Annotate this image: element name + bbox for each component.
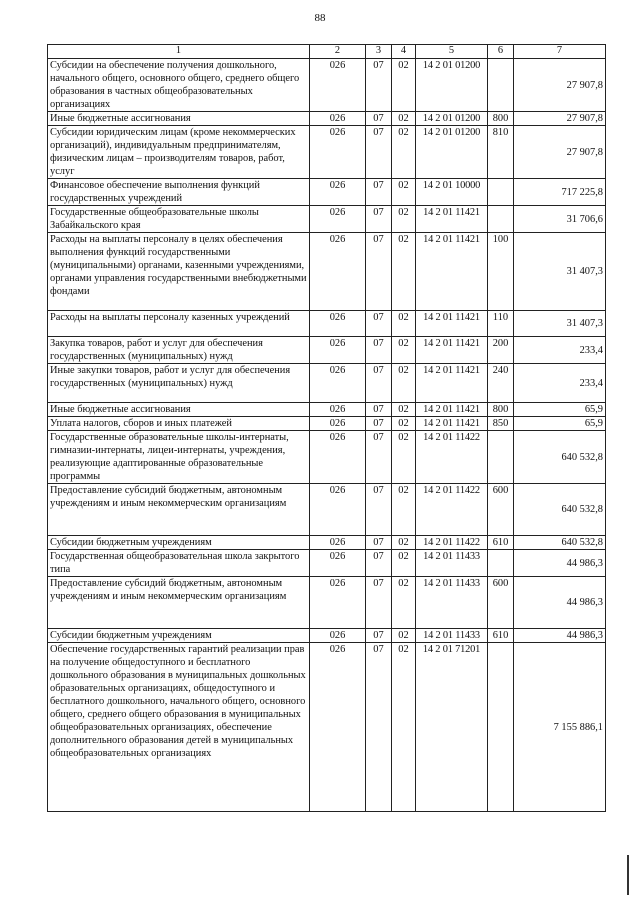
row-section-code: 07 xyxy=(366,311,392,337)
row-section-code: 07 xyxy=(366,536,392,550)
row-subsection-code: 02 xyxy=(392,206,416,233)
row-amount: 717 225,8 xyxy=(514,179,606,206)
row-ministry-code: 026 xyxy=(310,577,366,629)
row-name: Предоставление субсидий бюджетным, автономным учреждениям и иным некоммерческим организациям xyxy=(48,484,310,536)
row-subsection-code: 02 xyxy=(392,403,416,417)
row-expense-type: 200 xyxy=(488,337,514,364)
row-amount: 31 706,6 xyxy=(514,206,606,233)
row-section-code: 07 xyxy=(366,403,392,417)
row-subsection-code: 02 xyxy=(392,484,416,536)
row-name: Финансовое обеспечение выполнения функций государственных учреждений xyxy=(48,179,310,206)
table-row xyxy=(48,577,606,629)
table-row xyxy=(48,364,606,403)
row-name: Предоставление субсидий бюджетным, автономным учреждениям и иным некоммерческим организациям xyxy=(48,577,310,629)
table-row xyxy=(48,629,606,643)
row-subsection-code: 02 xyxy=(392,536,416,550)
row-ministry-code: 026 xyxy=(310,550,366,577)
row-section-code: 07 xyxy=(366,417,392,431)
row-target-code: 14 2 01 11433 xyxy=(416,577,488,629)
row-amount: 233,4 xyxy=(514,337,606,364)
table-row xyxy=(48,112,606,126)
row-amount: 44 986,3 xyxy=(514,577,606,629)
row-expense-type xyxy=(488,59,514,112)
scan-edge-mark xyxy=(627,855,629,895)
row-ministry-code: 026 xyxy=(310,417,366,431)
row-ministry-code: 026 xyxy=(310,311,366,337)
row-name: Расходы на выплаты персоналу в целях обеспечения выполнения функций государственными (муниципальными) органами, казенными учреждениями, органами управления государственными внебюджетными фондами xyxy=(48,233,310,311)
row-ministry-code: 026 xyxy=(310,337,366,364)
row-target-code: 14 2 01 11433 xyxy=(416,629,488,643)
row-expense-type: 610 xyxy=(488,536,514,550)
header-cell: 5 xyxy=(416,45,488,59)
row-target-code: 14 2 01 11422 xyxy=(416,536,488,550)
row-name: Иные бюджетные ассигнования xyxy=(48,403,310,417)
row-name: Государственная общеобразовательная школа закрытого типа xyxy=(48,550,310,577)
row-expense-type: 600 xyxy=(488,577,514,629)
row-name: Обеспечение государственных гарантий реализации прав на получение общедоступного и бесплатного дошкольного образования в муниципальных дошкольных образовательных организациях, общедоступного и бесплатного дошкольного, начального общего, основного общего, среднего общего образования в муниципальных общеобразовательных организациях, обеспечение дополнительного образования детей в муниципальных общеобразовательных организациях xyxy=(48,643,310,812)
row-expense-type: 810 xyxy=(488,126,514,179)
row-ministry-code: 026 xyxy=(310,179,366,206)
row-name: Субсидии юридическим лицам (кроме некоммерческих организаций), индивидуальным предпринимателям, физическим лицам – производителям товаров, работ, услуг xyxy=(48,126,310,179)
header-cell: 6 xyxy=(488,45,514,59)
row-target-code: 14 2 01 10000 xyxy=(416,179,488,206)
row-amount: 31 407,3 xyxy=(514,233,606,311)
row-subsection-code: 02 xyxy=(392,577,416,629)
row-section-code: 07 xyxy=(366,206,392,233)
row-ministry-code: 026 xyxy=(310,206,366,233)
header-cell: 1 xyxy=(48,45,310,59)
row-expense-type: 600 xyxy=(488,484,514,536)
row-ministry-code: 026 xyxy=(310,112,366,126)
row-target-code: 14 2 01 01200 xyxy=(416,126,488,179)
row-expense-type xyxy=(488,431,514,484)
page-number: 88 xyxy=(314,12,326,24)
row-section-code: 07 xyxy=(366,431,392,484)
row-amount: 65,9 xyxy=(514,403,606,417)
row-expense-type xyxy=(488,550,514,577)
row-name: Закупка товаров, работ и услуг для обеспечения государственных (муниципальных) нужд xyxy=(48,337,310,364)
row-subsection-code: 02 xyxy=(392,179,416,206)
row-amount: 27 907,8 xyxy=(514,59,606,112)
row-expense-type xyxy=(488,179,514,206)
row-amount: 7 155 886,1 xyxy=(514,643,606,812)
row-ministry-code: 026 xyxy=(310,126,366,179)
row-name: Субсидии на обеспечение получения дошкольного, начального общего, основного общего, среднего общего образования в частных общеобразовательных организациях xyxy=(48,59,310,112)
row-expense-type xyxy=(488,643,514,812)
row-ministry-code: 026 xyxy=(310,643,366,812)
table-row xyxy=(48,206,606,233)
row-section-code: 07 xyxy=(366,484,392,536)
header-cell: 2 xyxy=(310,45,366,59)
row-expense-type: 110 xyxy=(488,311,514,337)
row-target-code: 14 2 01 01200 xyxy=(416,59,488,112)
row-section-code: 07 xyxy=(366,179,392,206)
table-row xyxy=(48,484,606,536)
row-expense-type xyxy=(488,206,514,233)
budget-table xyxy=(47,44,606,812)
row-target-code: 14 2 01 01200 xyxy=(416,112,488,126)
row-target-code: 14 2 01 11422 xyxy=(416,431,488,484)
row-expense-type: 610 xyxy=(488,629,514,643)
row-section-code: 07 xyxy=(366,233,392,311)
row-amount: 640 532,8 xyxy=(514,484,606,536)
row-name: Субсидии бюджетным учреждениям xyxy=(48,629,310,643)
table-row xyxy=(48,417,606,431)
table-row xyxy=(48,431,606,484)
table-row xyxy=(48,643,606,812)
row-name: Государственные образовательные школы-интернаты, гимназии-интернаты, лицеи-интернаты, учреждения, реализующие адаптированные образовательные программы xyxy=(48,431,310,484)
row-ministry-code: 026 xyxy=(310,403,366,417)
row-section-code: 07 xyxy=(366,643,392,812)
row-section-code: 07 xyxy=(366,59,392,112)
row-target-code: 14 2 01 11421 xyxy=(416,206,488,233)
row-name: Субсидии бюджетным учреждениям xyxy=(48,536,310,550)
row-amount: 233,4 xyxy=(514,364,606,403)
row-target-code: 14 2 01 11421 xyxy=(416,403,488,417)
row-ministry-code: 026 xyxy=(310,536,366,550)
header-row xyxy=(48,45,606,59)
row-subsection-code: 02 xyxy=(392,643,416,812)
table-row xyxy=(48,403,606,417)
row-subsection-code: 02 xyxy=(392,550,416,577)
row-target-code: 14 2 01 11421 xyxy=(416,233,488,311)
row-subsection-code: 02 xyxy=(392,364,416,403)
row-amount: 27 907,8 xyxy=(514,112,606,126)
row-section-code: 07 xyxy=(366,126,392,179)
row-name: Расходы на выплаты персоналу казенных учреждений xyxy=(48,311,310,337)
row-section-code: 07 xyxy=(366,550,392,577)
row-section-code: 07 xyxy=(366,112,392,126)
row-subsection-code: 02 xyxy=(392,126,416,179)
table-row xyxy=(48,59,606,112)
row-expense-type: 800 xyxy=(488,403,514,417)
row-section-code: 07 xyxy=(366,577,392,629)
row-expense-type: 850 xyxy=(488,417,514,431)
row-target-code: 14 2 01 11421 xyxy=(416,311,488,337)
row-amount: 640 532,8 xyxy=(514,431,606,484)
row-ministry-code: 026 xyxy=(310,233,366,311)
table-row xyxy=(48,337,606,364)
row-amount: 31 407,3 xyxy=(514,311,606,337)
row-ministry-code: 026 xyxy=(310,629,366,643)
row-name: Государственные общеобразовательные школы Забайкальского края xyxy=(48,206,310,233)
row-target-code: 14 2 01 71201 xyxy=(416,643,488,812)
table-row xyxy=(48,536,606,550)
row-section-code: 07 xyxy=(366,364,392,403)
table-row xyxy=(48,311,606,337)
table-row xyxy=(48,126,606,179)
row-expense-type: 100 xyxy=(488,233,514,311)
row-amount: 640 532,8 xyxy=(514,536,606,550)
row-subsection-code: 02 xyxy=(392,417,416,431)
row-subsection-code: 02 xyxy=(392,431,416,484)
row-amount: 27 907,8 xyxy=(514,126,606,179)
row-target-code: 14 2 01 11421 xyxy=(416,417,488,431)
row-ministry-code: 026 xyxy=(310,484,366,536)
row-target-code: 14 2 01 11422 xyxy=(416,484,488,536)
table-row xyxy=(48,179,606,206)
row-name: Уплата налогов, сборов и иных платежей xyxy=(48,417,310,431)
row-subsection-code: 02 xyxy=(392,337,416,364)
row-ministry-code: 026 xyxy=(310,364,366,403)
row-subsection-code: 02 xyxy=(392,59,416,112)
row-target-code: 14 2 01 11421 xyxy=(416,364,488,403)
row-target-code: 14 2 01 11421 xyxy=(416,337,488,364)
row-amount: 65,9 xyxy=(514,417,606,431)
row-amount: 44 986,3 xyxy=(514,629,606,643)
row-subsection-code: 02 xyxy=(392,233,416,311)
row-subsection-code: 02 xyxy=(392,311,416,337)
row-name: Иные закупки товаров, работ и услуг для обеспечения государственных (муниципальных) нужд xyxy=(48,364,310,403)
row-subsection-code: 02 xyxy=(392,112,416,126)
row-section-code: 07 xyxy=(366,337,392,364)
row-subsection-code: 02 xyxy=(392,629,416,643)
row-ministry-code: 026 xyxy=(310,59,366,112)
header-cell: 3 xyxy=(366,45,392,59)
header-cell: 4 xyxy=(392,45,416,59)
row-name: Иные бюджетные ассигнования xyxy=(48,112,310,126)
table-row xyxy=(48,233,606,311)
row-expense-type: 800 xyxy=(488,112,514,126)
row-target-code: 14 2 01 11433 xyxy=(416,550,488,577)
row-amount: 44 986,3 xyxy=(514,550,606,577)
row-section-code: 07 xyxy=(366,629,392,643)
row-expense-type: 240 xyxy=(488,364,514,403)
table-row xyxy=(48,550,606,577)
header-cell: 7 xyxy=(514,45,606,59)
row-ministry-code: 026 xyxy=(310,431,366,484)
